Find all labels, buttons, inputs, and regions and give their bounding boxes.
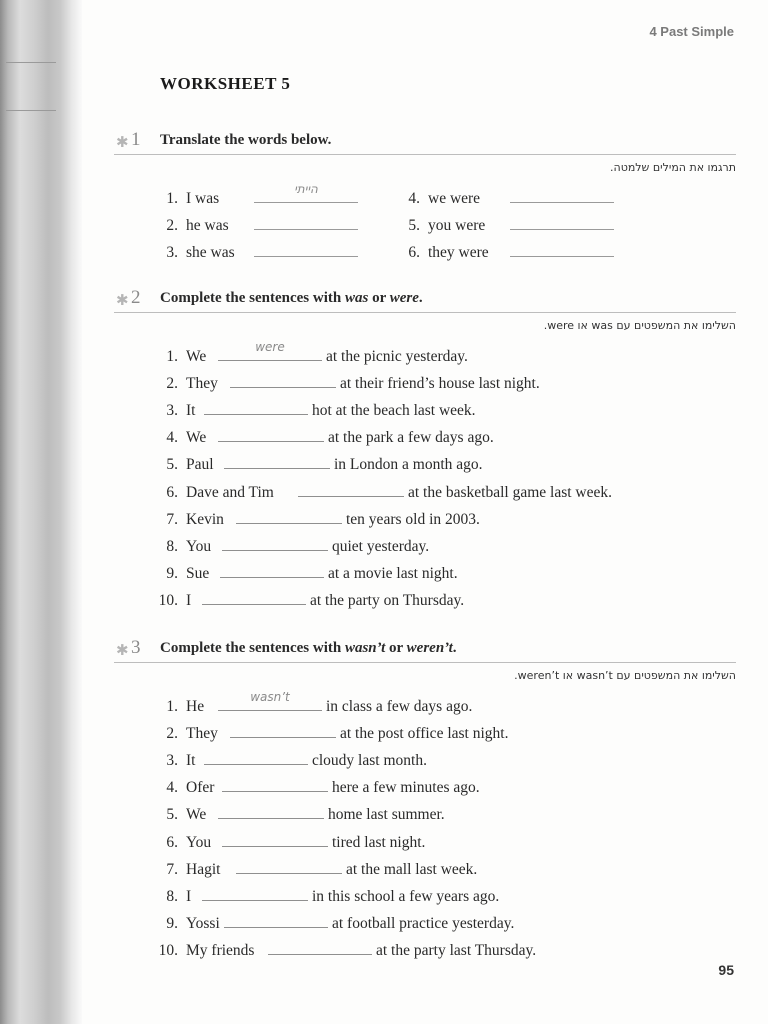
item-number: 8. — [166, 537, 178, 555]
item-number: 4. — [166, 429, 178, 447]
answer-blank[interactable] — [218, 427, 324, 442]
sentence-item — [150, 454, 483, 478]
answer-blank[interactable] — [510, 242, 614, 257]
star-icon: ✱ — [116, 641, 129, 659]
item-number: 7. — [166, 860, 178, 878]
spine-line — [6, 62, 56, 63]
sentence-item — [150, 750, 427, 774]
item-number: 6. — [166, 483, 178, 501]
item-word: they were — [428, 244, 489, 261]
section-instruction: Complete the sentences with wasn’t or weren’t. — [160, 640, 457, 656]
answer-blank[interactable] — [236, 509, 342, 524]
item-rest: tired last night. — [332, 833, 426, 851]
item-word: he was — [186, 217, 229, 234]
spine-line — [6, 110, 56, 111]
sentence-item — [150, 536, 429, 560]
item-number: 3. — [166, 402, 178, 420]
item-rest: at their friend’s house last night. — [340, 375, 540, 393]
item-rest: ten years old in 2003. — [346, 510, 480, 528]
item-subject: Hagit — [186, 860, 221, 878]
answer-blank[interactable] — [230, 373, 336, 388]
item-subject: It — [186, 752, 196, 770]
item-word: I was — [186, 190, 220, 207]
item-rest: in London a month ago. — [334, 456, 483, 474]
item-number: 9. — [166, 564, 178, 582]
sentence-item — [150, 859, 477, 883]
item-number: 4. — [408, 190, 420, 207]
item-rest: in class a few days ago. — [326, 698, 473, 715]
section-1-header — [114, 130, 736, 155]
item-subject: You — [186, 537, 212, 555]
answer-blank[interactable] — [218, 804, 324, 819]
item-subject: Sue — [186, 564, 210, 582]
answer-blank[interactable] — [222, 536, 328, 551]
section-number: 1 — [131, 129, 141, 150]
sentence-item — [150, 373, 540, 397]
sentence-item — [150, 832, 425, 856]
item-number: 2. — [166, 375, 178, 393]
answer-blank[interactable] — [254, 242, 358, 257]
answer-blank[interactable] — [224, 454, 330, 469]
answer-blank[interactable] — [202, 590, 306, 605]
item-word: she was — [186, 244, 235, 261]
item-subject: They — [186, 725, 218, 743]
item-rest: at the party last Thursday. — [376, 941, 537, 959]
answer-blank[interactable] — [224, 913, 328, 928]
item-number: 4. — [166, 779, 178, 797]
page-number: 95 — [718, 962, 734, 978]
section-1 — [114, 130, 736, 174]
sentence-item — [150, 886, 499, 910]
item-subject: You — [186, 833, 212, 851]
item-subject: Yossi — [186, 914, 220, 932]
translate-item — [392, 188, 614, 212]
section-number: 3 — [131, 637, 141, 658]
item-rest: at the park a few days ago. — [328, 429, 494, 447]
answer-blank[interactable] — [298, 482, 404, 497]
item-subject: We — [186, 429, 207, 447]
sentence-item — [150, 563, 458, 587]
item-number: 5. — [166, 456, 178, 474]
item-number: 1. — [166, 348, 178, 365]
translate-item — [150, 182, 358, 212]
item-subject: We — [186, 806, 207, 824]
item-number: 8. — [166, 887, 178, 905]
hebrew-instruction: השלימו את המשפטים עם was או were. — [543, 319, 736, 332]
item-rest: at the party on Thursday. — [310, 591, 465, 609]
item-number: 5. — [166, 806, 178, 824]
item-number: 10. — [158, 941, 178, 959]
item-subject: Kevin — [186, 510, 224, 528]
item-rest: here a few minutes ago. — [332, 779, 480, 797]
worksheet-title: WORKSHEET 5 — [160, 74, 291, 93]
item-subject: Ofer — [186, 779, 215, 797]
item-number: 5. — [408, 217, 420, 234]
sentence-item — [150, 913, 514, 937]
sentence-item — [150, 777, 480, 801]
answer-blank[interactable] — [218, 690, 322, 711]
answer-blank[interactable] — [268, 940, 372, 955]
sentence-item — [150, 690, 473, 720]
sentence-item — [150, 340, 468, 370]
sentence-item — [150, 590, 464, 614]
answer-blank[interactable] — [220, 563, 324, 578]
section-2 — [114, 288, 736, 332]
item-rest: at the post office last night. — [340, 725, 509, 743]
sentence-item — [150, 723, 508, 747]
item-number: 9. — [166, 914, 178, 932]
section-3-header — [114, 638, 736, 663]
item-rest: home last summer. — [328, 806, 445, 824]
section-number: 2 — [131, 287, 141, 308]
item-rest: quiet yesterday. — [332, 537, 430, 555]
section-3 — [114, 638, 736, 682]
answer-blank[interactable] — [510, 188, 614, 203]
sentence-item — [150, 804, 445, 828]
item-rest: at football practice yesterday. — [332, 914, 515, 932]
item-word: we were — [428, 190, 481, 207]
answer-blank[interactable] — [218, 340, 322, 361]
translate-item — [392, 215, 614, 239]
item-number: 2. — [166, 217, 178, 234]
item-subject: It — [186, 402, 196, 420]
item-number: 3. — [166, 244, 178, 261]
sentence-item — [150, 482, 612, 506]
handwritten-answer: הייתי — [294, 182, 318, 196]
answer-blank[interactable] — [222, 832, 328, 847]
item-number: 7. — [166, 510, 178, 528]
item-subject: We — [186, 348, 207, 365]
answer-blank[interactable] — [254, 215, 358, 230]
item-subject: He — [186, 698, 205, 715]
section-2-header — [114, 288, 736, 313]
answer-blank[interactable] — [202, 886, 308, 901]
item-number: 3. — [166, 752, 178, 770]
item-word: you were — [428, 217, 486, 234]
item-subject: They — [186, 375, 218, 393]
chapter-header: 4 Past Simple — [649, 24, 734, 39]
sentence-item — [150, 427, 494, 451]
answer-blank[interactable] — [222, 777, 328, 792]
translate-item — [392, 242, 614, 266]
item-subject: My friends — [186, 941, 255, 959]
handwritten-answer: were — [255, 340, 285, 354]
hebrew-instruction: תרגמו את המילים שלמטה. — [610, 161, 736, 174]
answer-blank[interactable] — [204, 750, 308, 765]
item-rest: at a movie last night. — [328, 564, 458, 582]
sentence-item — [150, 509, 480, 533]
item-number: 6. — [166, 833, 178, 851]
item-number: 10. — [158, 591, 178, 609]
item-subject: Dave and Tim — [186, 483, 274, 501]
item-rest: hot at the beach last week. — [312, 402, 476, 420]
item-number: 2. — [166, 725, 178, 743]
star-icon: ✱ — [116, 291, 129, 309]
item-subject: I — [186, 887, 192, 905]
item-rest: at the mall last week. — [346, 860, 478, 878]
star-icon: ✱ — [116, 133, 129, 151]
answer-blank[interactable] — [254, 182, 358, 203]
sentence-item — [150, 400, 476, 424]
item-subject: I — [186, 591, 192, 609]
handwritten-answer: wasn’t — [250, 690, 290, 704]
answer-blank[interactable] — [236, 859, 342, 874]
answer-blank[interactable] — [230, 723, 336, 738]
sentence-item — [150, 940, 536, 964]
item-rest: at the picnic yesterday. — [326, 348, 468, 365]
hebrew-instruction: השלימו את המשפטים עם wasn’t או weren’t. — [514, 669, 736, 682]
translate-item — [150, 215, 358, 239]
book-spine-shadow — [0, 0, 82, 1024]
translate-item — [150, 242, 358, 266]
item-number: 6. — [408, 244, 420, 261]
item-number: 1. — [166, 190, 178, 207]
item-number: 1. — [166, 698, 178, 715]
item-rest: cloudy last month. — [312, 752, 427, 770]
answer-blank[interactable] — [204, 400, 308, 415]
item-rest: in this school a few years ago. — [312, 887, 500, 905]
item-subject: Paul — [186, 456, 214, 474]
answer-blank[interactable] — [510, 215, 614, 230]
item-rest: at the basketball game last week. — [408, 483, 613, 501]
section-instruction: Translate the words below. — [160, 132, 332, 148]
section-instruction: Complete the sentences with was or were. — [160, 290, 423, 306]
